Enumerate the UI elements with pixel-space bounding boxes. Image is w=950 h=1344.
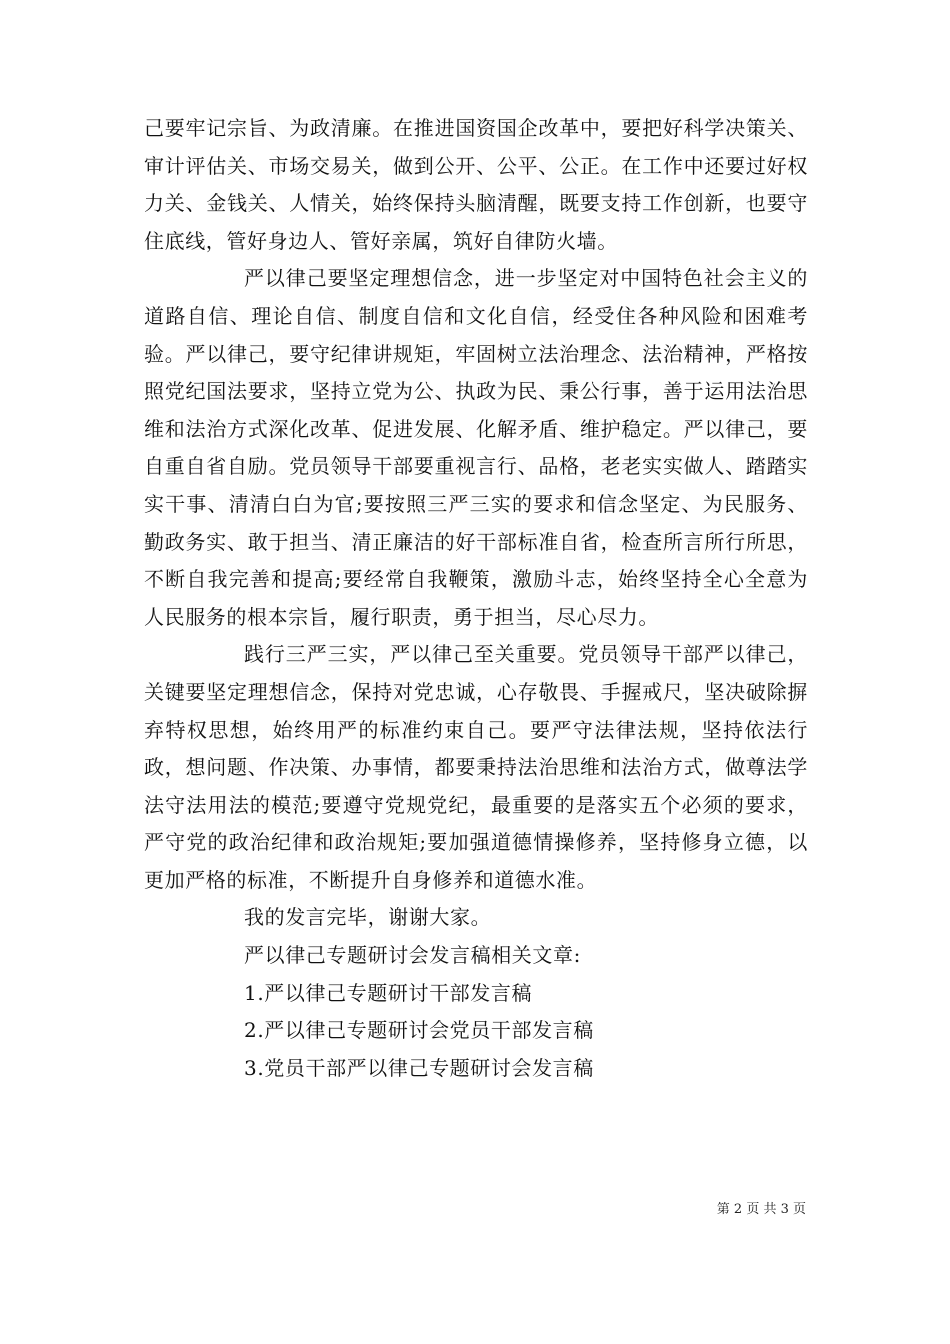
related-article-item[interactable]: 1.严以律己专题研讨干部发言稿 [244,980,533,1005]
related-articles-heading: 严以律己专题研讨会发言稿相关文章: [244,943,581,968]
paragraph-continued: 己要牢记宗旨、为政清廉。在推进国资国企改革中，要把好科学决策关、审计评估关、市场交易关，做到公开、公平、公正。在工作中还要过好权力关、金钱关、人情关，始终保持头脑清醒，既要支持工作创新，也要守住底线，管好身边人、管好亲属，筑好自律防火墙。 [144,116,808,253]
closing-remark: 我的发言完毕，谢谢大家。 [244,905,492,930]
paragraph-self-discipline: 严以律己要坚定理想信念，进一步坚定对中国特色社会主义的道路自信、理论自信、制度自信和文化自信，经受住各种风险和困难考验。严以律己，要守纪律讲规矩，牢固树立法治理念、法治精神，严格按照党纪国法要求，坚持立党为公、执政为民、秉公行事，善于运用法治思维和法治方式深化改革、促进发展、化解矛盾、维护稳定。严以律己，要自重自省自励。党员领导干部要重视言行、品格，老老实实做人、踏踏实实干事、清清白白为官;要按照三严三实的要求和信念坚定、为民服务、勤政务实、敢于担当、清正廉洁的好干部标准自省，检查所言所行所思，不断自我完善和提高;要经常自我鞭策，激励斗志，始终坚持全心全意为人民服务的根本宗旨，履行职责，勇于担当，尽心尽力。 [144,266,808,629]
related-article-item[interactable]: 2.严以律己专题研讨会党员干部发言稿 [244,1018,594,1043]
page-number: 第 2 页 共 3 页 [716,1202,806,1217]
paragraph-three-stricts: 践行三严三实，严以律己至关重要。党员领导干部严以律己，关键要坚定理想信念，保持对党忠诚，心存敬畏、手握戒尺，坚决破除摒弃特权思想，始终用严的标准约束自己。要严守法律法规，坚持依法行政，想问题、作决策、办事情，都要秉持法治思维和法治方式，做尊法学法守法用法的模范;要遵守党规党纪，最重要的是落实五个必须的要求，严守党的政治纪律和政治规矩;要加强道德情操修养，坚持修身立德，以更加严格的标准，不断提升自身修养和道德水准。 [144,642,808,892]
related-article-item[interactable]: 3.党员干部严以律己专题研讨会发言稿 [244,1055,594,1080]
document-body [144,110,808,1087]
